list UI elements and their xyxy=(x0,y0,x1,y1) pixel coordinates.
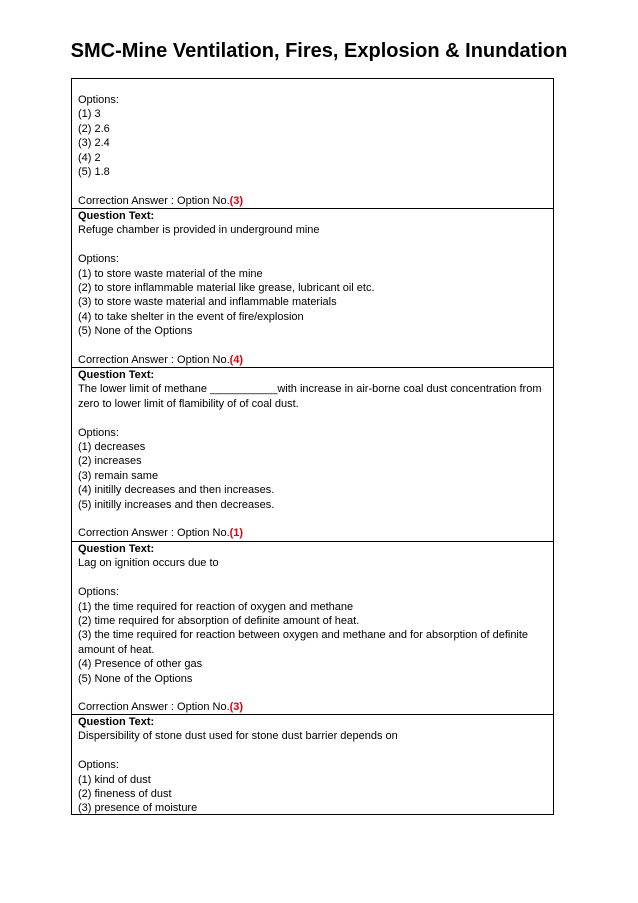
question-text: Dispersibility of stone dust used for stone dust barrier depends on xyxy=(78,730,398,743)
option-item: (5) None of the Options xyxy=(78,672,193,685)
option-item: (3) to store waste material and inflammable materials xyxy=(78,296,337,309)
question-block-2 xyxy=(72,367,553,541)
option-item: (5) None of the Options xyxy=(78,325,193,338)
option-item: (1) to store waste material of the mine xyxy=(78,267,263,280)
question-text-label: Question Text: xyxy=(78,369,155,381)
option-item: (1) kind of dust xyxy=(78,773,151,786)
answer-value: (3) xyxy=(229,194,244,207)
options-label: Options: xyxy=(78,94,119,106)
answer-prefix: Correction Answer : Option No. xyxy=(78,194,230,207)
option-item: (3) presence of moisture xyxy=(78,802,198,815)
question-block-0 xyxy=(72,93,553,208)
option-item: (4) initilly decreases and then increases. xyxy=(78,484,275,497)
option-item: (3) 2.4 xyxy=(78,137,110,150)
option-item: (5) 1.8 xyxy=(78,165,110,178)
question-block-1 xyxy=(72,208,553,367)
answer-value: (4) xyxy=(229,353,244,366)
option-item: (1) decreases xyxy=(78,440,146,453)
question-block-4 xyxy=(72,714,553,816)
question-text: Refuge chamber is provided in underground mine xyxy=(78,224,320,237)
page-title: SMC-Mine Ventilation, Fires, Explosion & Inundation xyxy=(70,40,568,62)
answer-line xyxy=(78,526,547,540)
options-label: Options: xyxy=(78,426,119,439)
option-item: (4) Presence of other gas xyxy=(78,658,203,671)
answer-prefix: Correction Answer : Option No. xyxy=(78,701,230,714)
option-item: (2) increases xyxy=(78,455,142,468)
option-item: (1) the time required for reaction of oxygen and methane xyxy=(78,600,354,613)
answer-value: (3) xyxy=(229,701,244,714)
option-item: (4) to take shelter in the event of fire/explosion xyxy=(78,310,304,323)
answer-prefix: Correction Answer : Option No. xyxy=(78,353,230,366)
answer-prefix: Correction Answer : Option No. xyxy=(78,527,230,540)
question-text-label: Question Text: xyxy=(78,543,155,555)
options-label: Options: xyxy=(78,253,119,266)
answer-line xyxy=(78,353,547,367)
question-text: Lag on ignition occurs due to xyxy=(78,557,219,570)
answer-line xyxy=(78,194,547,208)
questions-table xyxy=(71,78,554,815)
question-text-label: Question Text: xyxy=(78,210,155,222)
option-item: (2) to store inflammable material like grease, lubricant oil etc. xyxy=(78,281,375,294)
option-item: (5) initilly increases and then decreases. xyxy=(78,498,275,511)
option-item: (2) time required for absorption of definite amount of heat. xyxy=(78,614,360,627)
option-item: (1) 3 xyxy=(78,108,101,121)
question-block-3 xyxy=(72,541,553,715)
option-item: (2) 2.6 xyxy=(78,122,110,135)
answer-line xyxy=(78,700,547,714)
answer-value: (1) xyxy=(229,527,244,540)
option-item: (2) fineness of dust xyxy=(78,787,172,800)
option-item: (3) remain same xyxy=(78,469,159,482)
option-item: (4) 2 xyxy=(78,151,101,164)
options-label: Options: xyxy=(78,759,119,772)
option-item: (3) the time required for reaction between oxygen and methane and for absorption of definite amount of heat. xyxy=(78,629,529,656)
question-text: The lower limit of methane ___________with increase in air-borne coal dust concentration from zero to lower limit of flamibility of of coal dust. xyxy=(78,383,542,410)
options-label: Options: xyxy=(78,586,119,599)
question-text-label: Question Text: xyxy=(78,716,155,728)
